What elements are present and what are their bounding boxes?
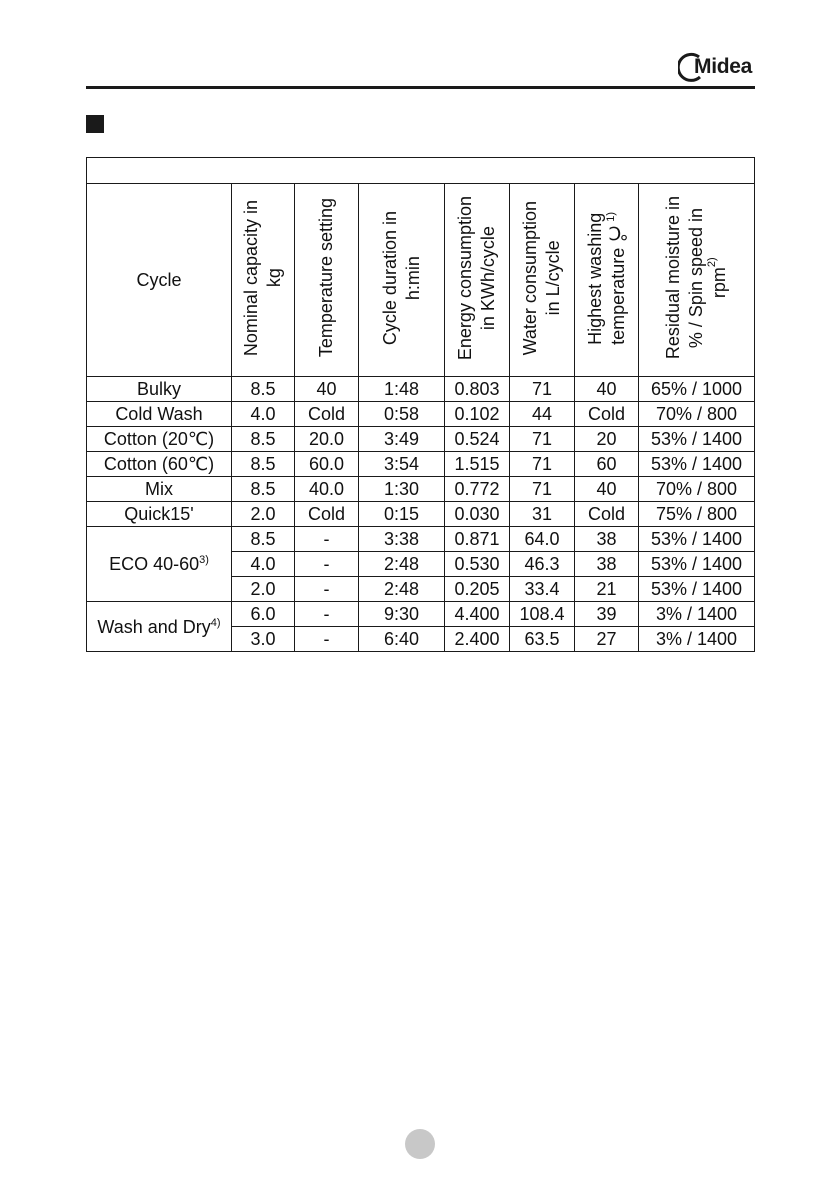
cell-duration: 0:15 — [359, 502, 445, 527]
cell-moisture: 53% / 1400 — [639, 527, 755, 552]
cell-highest-temp: 40 — [575, 477, 639, 502]
cell-cycle: ECO 40-60$^{3)}$ — [87, 527, 232, 602]
cell-duration: 9:30 — [359, 602, 445, 627]
cell-water: 71 — [510, 452, 575, 477]
col-header-energy: Energy consumption in KWh/cycle — [445, 184, 510, 377]
cell-moisture: 3% / 1400 — [639, 602, 755, 627]
brand-name: Midea — [694, 55, 753, 78]
cell-temperature: - — [295, 627, 359, 652]
col-header-cycle: Cycle — [87, 184, 232, 377]
cell-temperature: - — [295, 552, 359, 577]
cell-water: 71 — [510, 377, 575, 402]
cell-energy: 4.400 — [445, 602, 510, 627]
cell-temperature: Cold — [295, 402, 359, 427]
cell-water: 31 — [510, 502, 575, 527]
col-header-water: Water consumption in L/cycle — [510, 184, 575, 377]
cell-duration: 2:48 — [359, 552, 445, 577]
cell-highest-temp: Cold — [575, 402, 639, 427]
cell-moisture: 53% / 1400 — [639, 427, 755, 452]
table-title-row — [87, 158, 755, 184]
cell-water: 33.4 — [510, 577, 575, 602]
cell-water: 46.3 — [510, 552, 575, 577]
cell-moisture: 75% / 800 — [639, 502, 755, 527]
cell-highest-temp: Cold — [575, 502, 639, 527]
cell-highest-temp: 38 — [575, 527, 639, 552]
cell-moisture: 3% / 1400 — [639, 627, 755, 652]
cell-capacity: 8.5 — [232, 427, 295, 452]
cell-moisture: 70% / 800 — [639, 402, 755, 427]
cell-water: 71 — [510, 477, 575, 502]
cell-water: 44 — [510, 402, 575, 427]
col-header-moisture: Residual moisture in % / Spin speed in rpm$^{2)}$ — [639, 184, 755, 377]
cell-temperature: - — [295, 602, 359, 627]
footnote-ref: 2) — [706, 257, 718, 268]
cell-capacity: 4.0 — [232, 402, 295, 427]
cell-moisture: 53% / 1400 — [639, 552, 755, 577]
cell-duration: 6:40 — [359, 627, 445, 652]
cell-energy: 2.400 — [445, 627, 510, 652]
cell-moisture: 53% / 1400 — [639, 577, 755, 602]
cell-water: 64.0 — [510, 527, 575, 552]
table-row — [87, 377, 755, 402]
cell-cycle: Cotton (60℃) — [87, 452, 232, 477]
col-header-capacity: Nominal capacity in kg — [232, 184, 295, 377]
cell-energy: 0.102 — [445, 402, 510, 427]
cell-water: 108.4 — [510, 602, 575, 627]
cell-highest-temp: 38 — [575, 552, 639, 577]
footnote-ref: 4) — [210, 616, 221, 629]
table-row — [87, 402, 755, 427]
cell-moisture: 70% / 800 — [639, 477, 755, 502]
cell-capacity: 2.0 — [232, 502, 295, 527]
col-header-duration: Cycle duration in h:min — [359, 184, 445, 377]
table-header-row — [87, 184, 755, 377]
cell-duration: 1:30 — [359, 477, 445, 502]
cell-energy: 0.803 — [445, 377, 510, 402]
cell-moisture: 65% / 1000 — [639, 377, 755, 402]
cell-capacity: 8.5 — [232, 477, 295, 502]
col-header-temperature: Temperature setting — [295, 184, 359, 377]
program-data-table — [86, 157, 755, 652]
cell-duration: 2:48 — [359, 577, 445, 602]
cell-energy: 0.524 — [445, 427, 510, 452]
cell-cycle: Bulky — [87, 377, 232, 402]
cell-highest-temp: 60 — [575, 452, 639, 477]
cell-cycle: Cold Wash — [87, 402, 232, 427]
cell-energy: 1.515 — [445, 452, 510, 477]
cell-highest-temp: 39 — [575, 602, 639, 627]
midea-logo — [678, 49, 756, 83]
cell-duration: 0:58 — [359, 402, 445, 427]
cell-temperature: - — [295, 577, 359, 602]
header-divider — [86, 86, 755, 89]
cell-duration: 3:49 — [359, 427, 445, 452]
cell-highest-temp: 27 — [575, 627, 639, 652]
table-row — [87, 502, 755, 527]
section-bullet-icon — [86, 115, 104, 133]
cell-energy: 0.205 — [445, 577, 510, 602]
cell-duration: 3:54 — [359, 452, 445, 477]
cell-highest-temp: 21 — [575, 577, 639, 602]
cell-water: 63.5 — [510, 627, 575, 652]
cell-capacity: 4.0 — [232, 552, 295, 577]
table-row — [87, 427, 755, 452]
cell-capacity: 2.0 — [232, 577, 295, 602]
cell-energy: 0.871 — [445, 527, 510, 552]
table-title — [87, 158, 755, 184]
cell-capacity: 3.0 — [232, 627, 295, 652]
cell-temperature: 40.0 — [295, 477, 359, 502]
cell-capacity: 8.5 — [232, 527, 295, 552]
table-row — [87, 477, 755, 502]
page-number-marker — [405, 1129, 435, 1159]
table-row — [87, 602, 755, 627]
cell-cycle: Quick15' — [87, 502, 232, 527]
cell-cycle: Mix — [87, 477, 232, 502]
cell-temperature: - — [295, 527, 359, 552]
cell-moisture: 53% / 1400 — [639, 452, 755, 477]
cell-energy: 0.772 — [445, 477, 510, 502]
cell-duration: 3:38 — [359, 527, 445, 552]
cell-temperature: Cold — [295, 502, 359, 527]
cell-energy: 0.030 — [445, 502, 510, 527]
cell-temperature: 60.0 — [295, 452, 359, 477]
footnote-ref: 3) — [199, 554, 209, 566]
cell-highest-temp: 20 — [575, 427, 639, 452]
cell-cycle: Wash and Dry$^{4)}$ — [87, 602, 232, 652]
table-row — [87, 527, 755, 552]
cell-water: 71 — [510, 427, 575, 452]
cell-energy: 0.530 — [445, 552, 510, 577]
cell-capacity: 6.0 — [232, 602, 295, 627]
cell-duration: 1:48 — [359, 377, 445, 402]
cell-capacity: 8.5 — [232, 452, 295, 477]
cell-highest-temp: 40 — [575, 377, 639, 402]
table-row — [87, 452, 755, 477]
cell-cycle: Cotton (20℃) — [87, 427, 232, 452]
cell-temperature: 20.0 — [295, 427, 359, 452]
col-header-highest-temp: Highest washing temperature ℃$^{1)}$ — [575, 184, 639, 377]
footnote-ref: 1) — [604, 211, 617, 222]
cell-temperature: 40 — [295, 377, 359, 402]
cell-capacity: 8.5 — [232, 377, 295, 402]
